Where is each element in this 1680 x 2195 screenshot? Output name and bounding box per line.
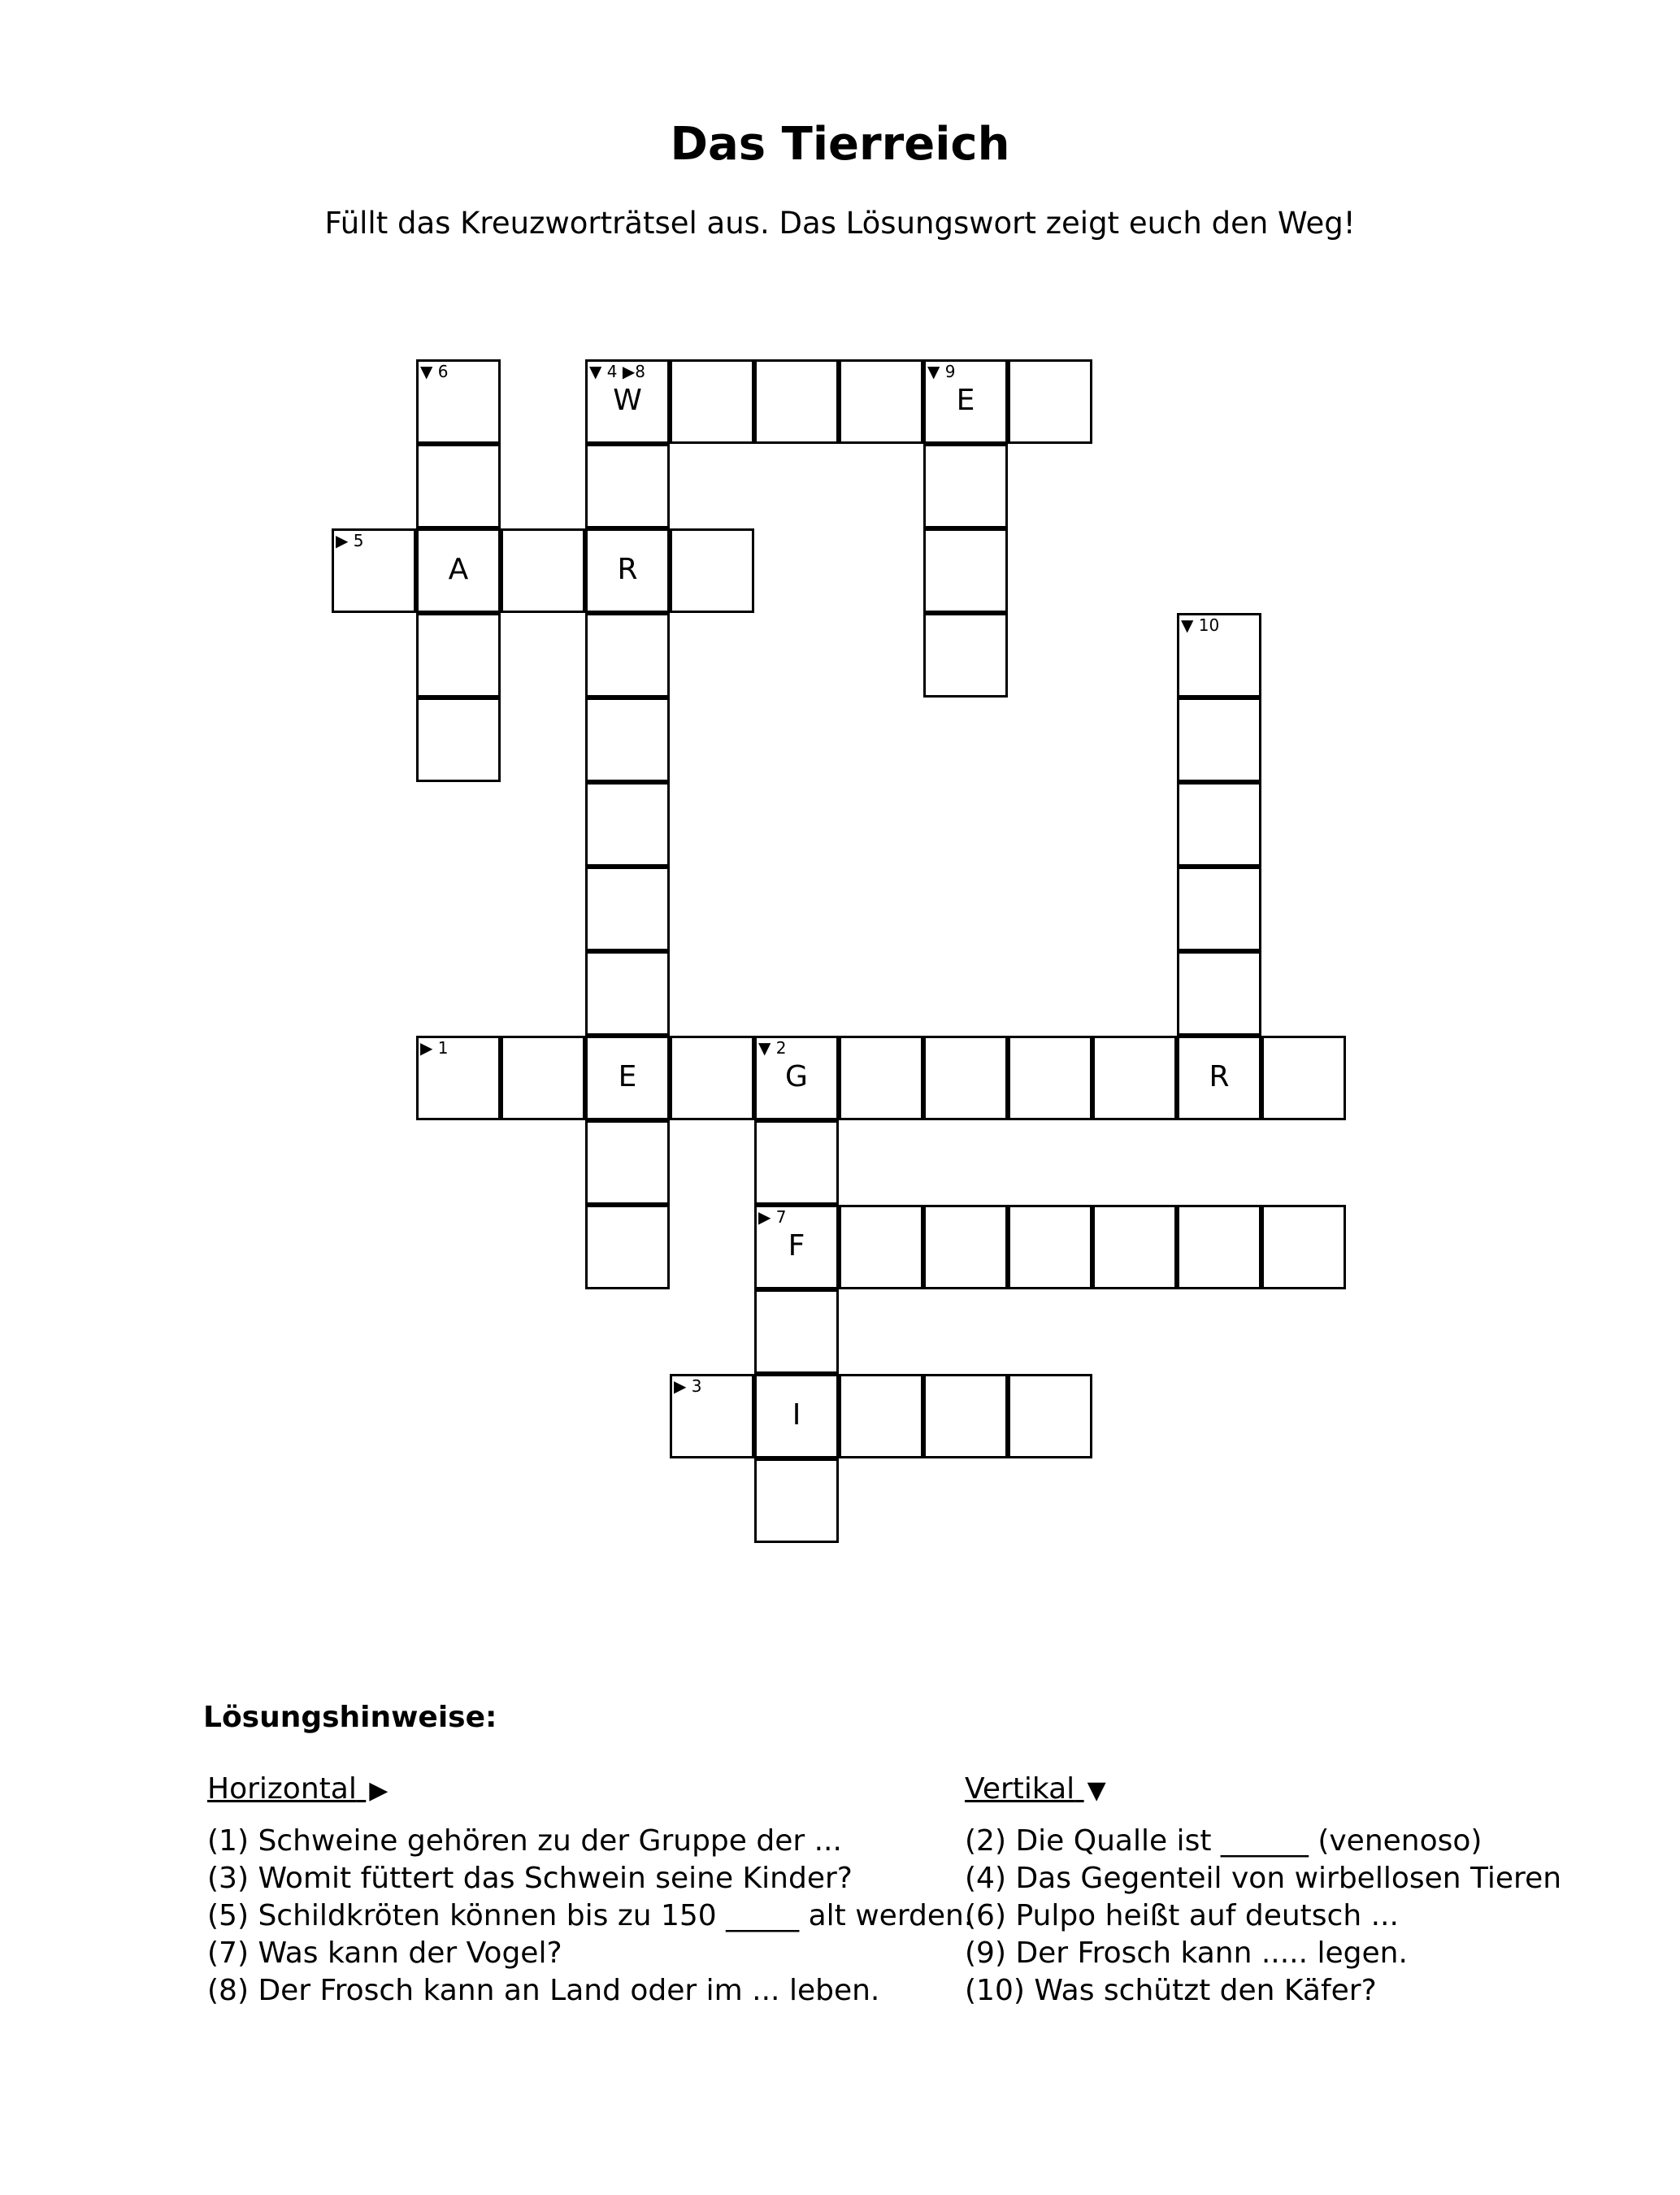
grid-cell[interactable] [1092,1036,1177,1120]
grid-cell[interactable] [754,359,839,444]
clue-number: ▼ 10 [1181,615,1220,635]
grid-cell[interactable] [923,528,1008,613]
grid-cell[interactable] [923,1036,1008,1120]
clue-v10: (10) Was schützt den Käfer? [965,1974,1377,2007]
hints-heading: Lösungshinweise: [203,1701,497,1734]
clue-v6: (6) Pulpo heißt auf deutsch ... [965,1899,1399,1932]
clue-h3: (3) Womit füttert das Schwein seine Kinder? [207,1862,853,1895]
clue-number: ▶ 7 [758,1207,787,1227]
grid-cell[interactable] [585,528,670,613]
grid-cell[interactable] [1177,613,1261,698]
cell-letter: I [792,1398,801,1432]
grid-cell[interactable] [754,1036,839,1120]
grid-cell[interactable] [923,359,1008,444]
grid-cell[interactable] [585,951,670,1036]
clue-v4: (4) Das Gegenteil von wirbellosen Tieren [965,1862,1562,1895]
grid-cell[interactable] [585,613,670,698]
grid-cell[interactable] [670,528,754,613]
clue-h8: (8) Der Frosch kann an Land oder im ... leben. [207,1974,880,2007]
grid-cell[interactable] [1008,1374,1092,1458]
grid-cell[interactable] [1177,951,1261,1036]
grid-cell[interactable] [670,359,754,444]
grid-cell[interactable] [1177,1036,1261,1120]
horizontal-label: Horizontal [207,1772,357,1806]
grid-cell[interactable] [416,359,501,444]
clue-number: ▶ 5 [336,531,364,550]
grid-cell[interactable] [670,1036,754,1120]
grid-cell[interactable] [416,613,501,698]
arrow-down-icon: ▼ [1087,1776,1106,1805]
clue-h1: (1) Schweine gehören zu der Gruppe der ... [207,1824,842,1858]
clue-v2: (2) Die Qualle ist ______ (venenoso) [965,1824,1482,1858]
grid-cell[interactable] [923,1374,1008,1458]
grid-cell[interactable] [585,1205,670,1289]
grid-cell[interactable] [416,698,501,782]
grid-cell[interactable] [754,1289,839,1374]
cell-letter: G [785,1060,808,1093]
cell-letter: E [618,1060,637,1093]
grid-cell[interactable] [585,1120,670,1205]
cell-letter: E [956,384,975,417]
vertical-heading [965,1772,1561,1810]
cell-letter: R [1209,1060,1230,1093]
grid-cell[interactable] [585,359,670,444]
cell-letter: F [788,1229,805,1263]
grid-cell[interactable] [332,528,416,613]
grid-cell[interactable] [754,1458,839,1543]
grid-cell[interactable] [1008,1036,1092,1120]
grid-cell[interactable] [416,528,501,613]
grid-cell[interactable] [501,1036,585,1120]
grid-cell[interactable] [501,528,585,613]
clue-h7: (7) Was kann der Vogel? [207,1936,562,1970]
grid-cell[interactable] [839,359,923,444]
grid-cell[interactable] [839,1036,923,1120]
grid-cell[interactable] [585,782,670,867]
cell-letter: R [617,553,638,586]
grid-cell[interactable] [1177,867,1261,951]
arrow-right-icon: ▶ [369,1776,389,1805]
page-subtitle: Füllt das Kreuzworträtsel aus. Das Lösungswort zeigt euch den Weg! [324,206,1356,241]
page-title: Das Tierreich [670,118,1010,171]
grid-cell[interactable] [670,1374,754,1458]
grid-cell[interactable] [585,1036,670,1120]
grid-cell[interactable] [1261,1205,1346,1289]
cell-letter: A [448,553,469,586]
grid-cell[interactable] [1177,1205,1261,1289]
grid-cell[interactable] [1008,359,1092,444]
grid-cell[interactable] [923,1205,1008,1289]
grid-cell[interactable] [416,444,501,528]
grid-cell[interactable] [754,1120,839,1205]
clue-number: ▼ 6 [420,362,449,381]
clue-h5: (5) Schildkröten können bis zu 150 _____ alt werden. [207,1899,974,1932]
clue-number: ▼ 9 [927,362,956,381]
vertical-label: Vertikal [965,1772,1075,1806]
grid-cell[interactable] [839,1374,923,1458]
grid-cell[interactable] [1092,1205,1177,1289]
clue-number: ▶ 3 [674,1376,702,1396]
clue-v9: (9) Der Frosch kann ..... legen. [965,1936,1408,1970]
vertical-clues [965,1772,1561,2010]
grid-cell[interactable] [754,1205,839,1289]
horizontal-heading [207,1772,973,1810]
clue-number: ▼ 4 ▶8 [589,362,645,381]
grid-cell[interactable] [416,1036,501,1120]
grid-cell[interactable] [585,698,670,782]
grid-cell[interactable] [754,1374,839,1458]
clue-number: ▶ 1 [420,1038,449,1058]
grid-cell[interactable] [1261,1036,1346,1120]
grid-cell[interactable] [923,444,1008,528]
clue-number: ▼ 2 [758,1038,787,1058]
cell-letter: W [613,384,642,417]
grid-cell[interactable] [839,1205,923,1289]
horizontal-clues [207,1772,973,2010]
grid-cell[interactable] [923,613,1008,698]
grid-cell[interactable] [585,444,670,528]
grid-cell[interactable] [1177,698,1261,782]
grid-cell[interactable] [585,867,670,951]
grid-cell[interactable] [1177,782,1261,867]
grid-cell[interactable] [1008,1205,1092,1289]
